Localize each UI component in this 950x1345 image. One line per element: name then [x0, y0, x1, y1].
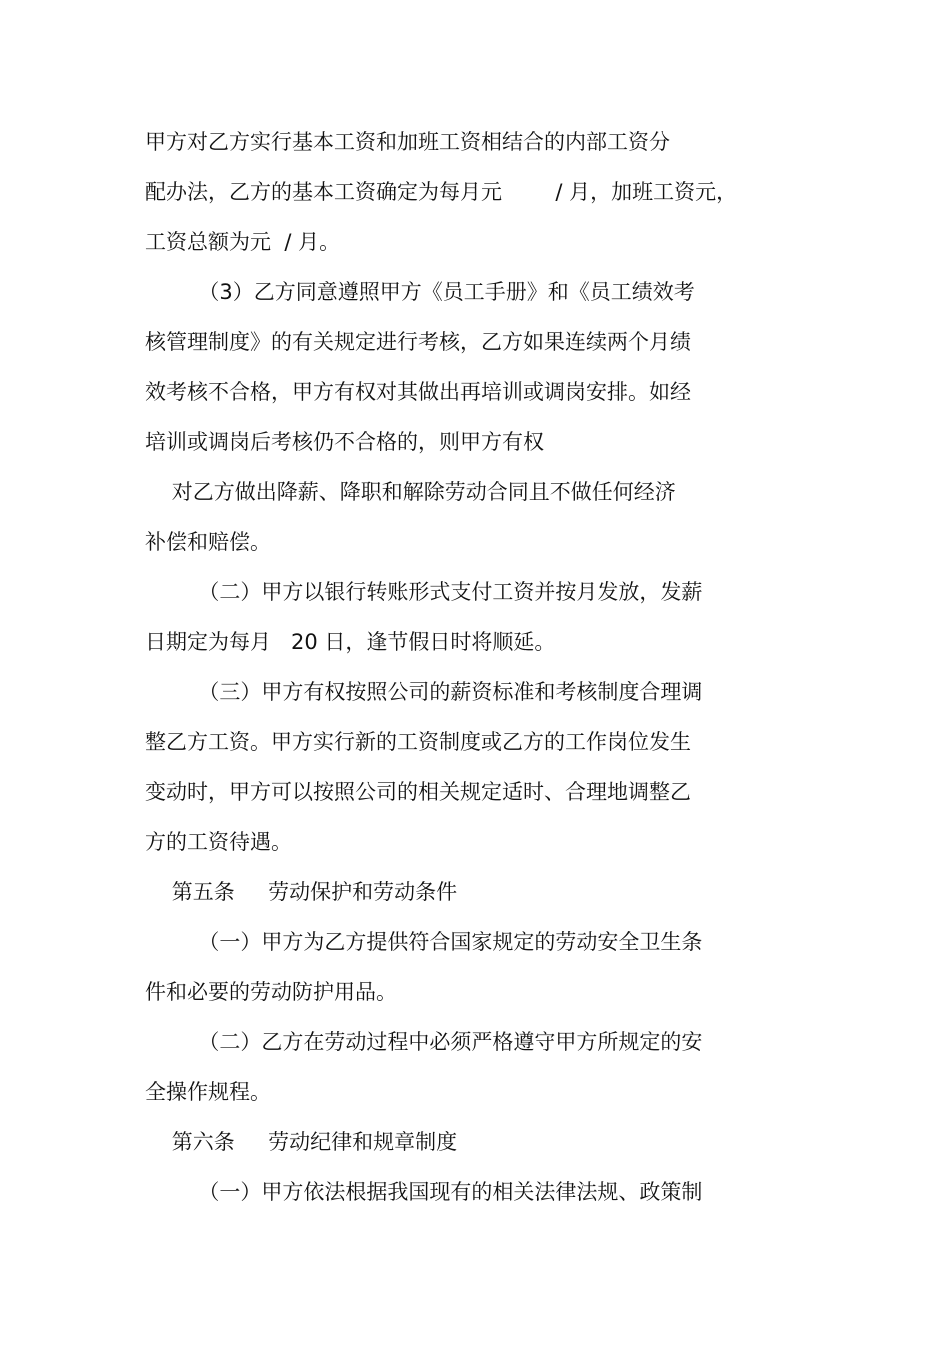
text-line: 变动时，甲方可以按照公司的相关规定适时、合理地调整乙 — [145, 780, 691, 804]
text-line: 整乙方工资。甲方实行新的工资制度或乙方的工作岗位发生 — [145, 730, 691, 754]
text-line: 日期定为每月 20 日，逢节假日时将顺延。 — [145, 630, 556, 654]
section-heading: 第五条 劳动保护和劳动条件 — [145, 880, 458, 904]
section-heading: 第六条 劳动纪律和规章制度 — [145, 1130, 458, 1154]
text-line: （二）甲方以银行转账形式支付工资并按月发放，发薪 — [145, 580, 703, 604]
text-line: 甲方对乙方实行基本工资和加班工资相结合的内部工资分 — [145, 130, 670, 154]
text-line: 配办法，乙方的基本工资确定为每月元 / 月，加班工资元， — [145, 180, 738, 204]
text-line: 核管理制度》的有关规定进行考核，乙方如果连续两个月绩 — [145, 330, 691, 354]
text-line: 补偿和赔偿。 — [145, 530, 271, 554]
text-line: 对乙方做出降薪、降职和解除劳动合同且不做任何经济 — [145, 480, 676, 504]
text-line: （一）甲方为乙方提供符合国家规定的劳动安全卫生条 — [145, 930, 703, 954]
text-line: （三）甲方有权按照公司的薪资标准和考核制度合理调 — [145, 680, 703, 704]
text-line: 方的工资待遇。 — [145, 830, 292, 854]
text-line: 工资总额为元 / 月。 — [145, 230, 341, 254]
text-line: （二）乙方在劳动过程中必须严格遵守甲方所规定的安 — [145, 1030, 703, 1054]
text-line: 效考核不合格，甲方有权对其做出再培训或调岗安排。如经 — [145, 380, 691, 404]
text-line: （一）甲方依法根据我国现有的相关法律法规、政策制 — [145, 1180, 703, 1204]
text-line: 培训或调岗后考核仍不合格的，则甲方有权 — [145, 430, 544, 454]
text-line: 全操作规程。 — [145, 1080, 271, 1104]
text-line: 件和必要的劳动防护用品。 — [145, 980, 397, 1004]
text-line: （3）乙方同意遵照甲方《员工手册》和《员工绩效考 — [145, 280, 695, 304]
